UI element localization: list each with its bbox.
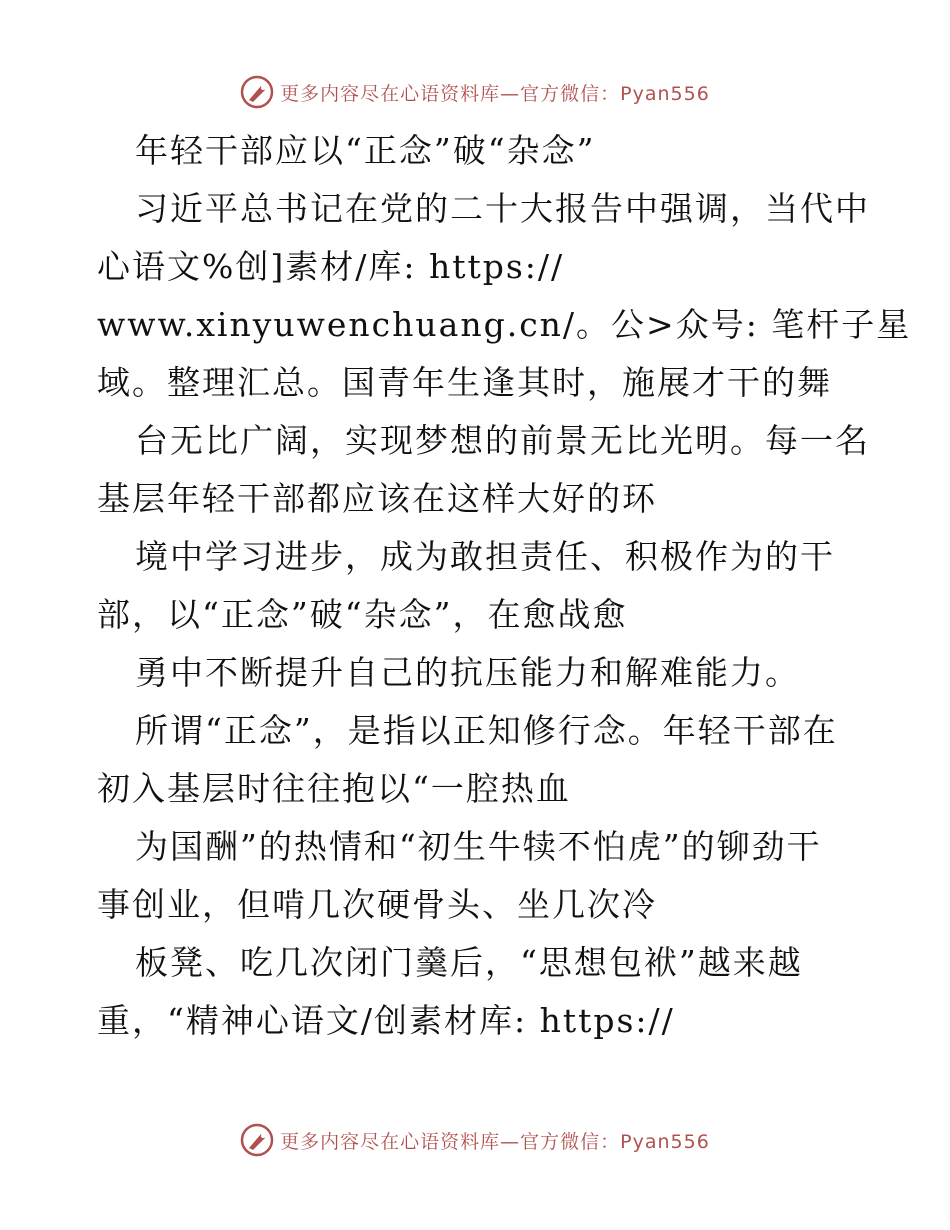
text-line: 勇中不断提升自己的抗压能力和解难能力。 — [135, 653, 800, 692]
text-line: 重，“精神心语文/创素材库: https:// — [97, 1001, 675, 1040]
text-line: www.xinyuwenchuang.cn/。公>众号: 笔杆子星 — [97, 305, 912, 344]
text-line: 心语文%创]素材/库: https:// — [97, 247, 565, 286]
text-line: 域。整理汇总。国青年生逢其时，施展才干的舞 — [97, 363, 832, 402]
pen-nib-logo-icon — [240, 1123, 274, 1157]
text-line: 基层年轻干部都应该在这样大好的环 — [97, 479, 657, 518]
text-line: 台无比广阔，实现梦想的前景无比光明。每一名 — [135, 421, 870, 460]
text-line: 板凳、吃几次闭门羹后，“思想包袱”越来越 — [135, 943, 803, 982]
text-line: 境中学习进步，成为敢担责任、积极作为的干 — [135, 537, 835, 576]
footer-banner-text: 更多内容尽在心语资料库—官方微信：Pyan556 — [280, 1130, 710, 1153]
text-line: 所谓“正念”，是指以正知修行念。年轻干部在 — [135, 711, 838, 750]
pen-nib-logo-icon — [240, 75, 274, 109]
text-line: 年轻干部应以“正念”破“杂念” — [135, 131, 596, 170]
text-line: 事创业，但啃几次硬骨头、坐几次冷 — [97, 885, 657, 924]
header-banner-text: 更多内容尽在心语资料库—官方微信：Pyan556 — [280, 82, 710, 105]
text-line: 为国酬”的热情和“初生牛犊不怕虎”的铆劲干 — [135, 827, 822, 866]
header-banner — [0, 72, 950, 112]
footer-banner — [0, 1120, 950, 1160]
text-line: 部，以“正念”破“杂念”，在愈战愈 — [97, 595, 628, 634]
text-line: 初入基层时往往抱以“一腔热血 — [97, 769, 571, 808]
document-body — [97, 122, 912, 1050]
text-line: 习近平总书记在党的二十大报告中强调，当代中 — [135, 189, 870, 228]
